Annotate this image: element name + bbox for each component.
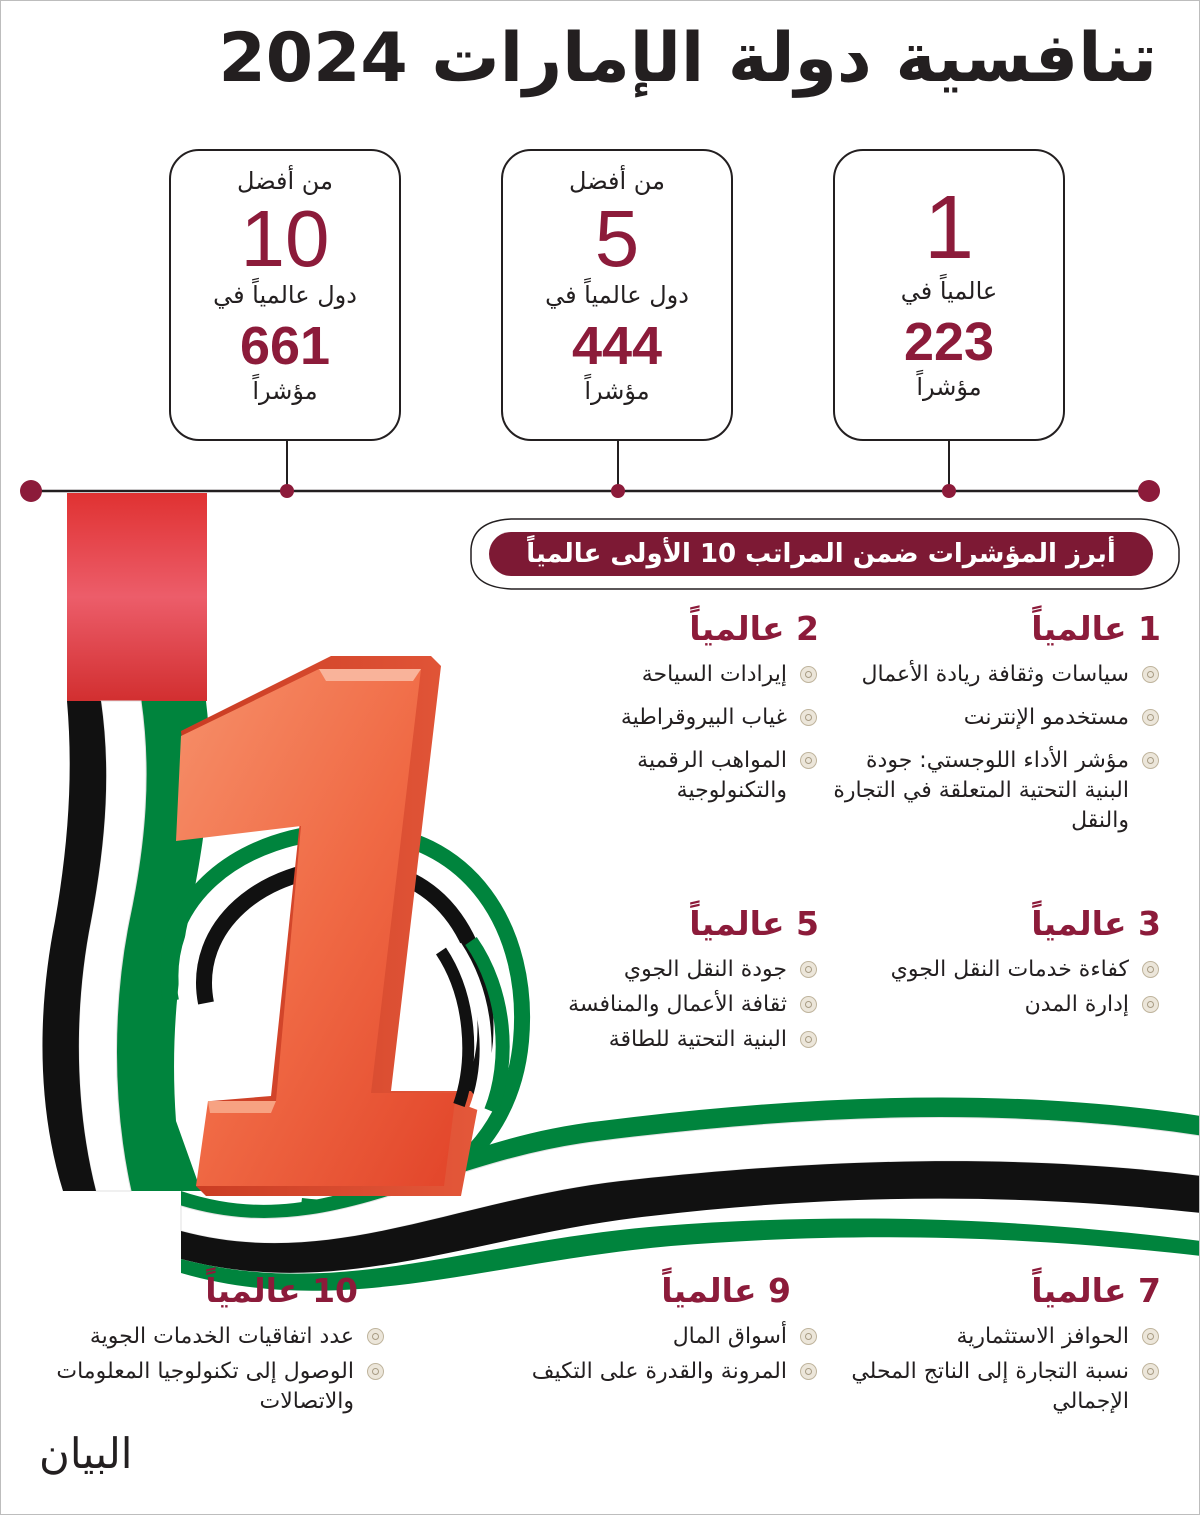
list-item-text: غياب البيروقراطية [620, 705, 787, 730]
bullet-icon [800, 1031, 817, 1048]
list-item [831, 955, 1161, 985]
rank-group-7 [831, 1271, 1161, 1422]
rank-group-2 [489, 609, 819, 819]
bullet-icon [1142, 996, 1159, 1013]
stat-big-number: 10 [240, 194, 330, 283]
list-item [489, 660, 819, 690]
list-item-text: نسبة التجارة إلى الناتج المحلي الإجمالي [851, 1359, 1129, 1414]
bullet-icon [1142, 666, 1159, 683]
rank-title: 2 عالمياً [689, 609, 819, 648]
rank-group-9 [461, 1271, 819, 1392]
stat-unit: مؤشراً [584, 377, 650, 405]
list-item-text: مؤشر الأداء اللوجستي: جودة البنية التحتية المتعلقة في التجارة والنقل [833, 748, 1129, 833]
bullet-icon [800, 709, 817, 726]
list-item-text: عدد اتفاقيات الخدمات الجوية [89, 1324, 354, 1349]
bullet-icon [800, 996, 817, 1013]
list-item-text: ثقافة الأعمال والمنافسة [568, 992, 787, 1017]
list-item [831, 660, 1161, 690]
timeline-dot [942, 484, 956, 498]
list-item-text: كفاءة خدمات النقل الجوي [890, 957, 1129, 982]
list-item-text: المرونة والقدرة على التكيف [531, 1359, 787, 1384]
list-item-text: الحوافز الاستثمارية [956, 1324, 1129, 1349]
page-title: تنافسية دولة الإمارات 2024 [218, 19, 1157, 98]
list-item-text: مستخدمو الإنترنت [963, 705, 1129, 730]
list-item-text: المواهب الرقمية والتكنولوجية [637, 748, 787, 803]
list-item [41, 1322, 386, 1352]
bullet-icon [800, 1328, 817, 1345]
list-item [461, 1322, 819, 1352]
list-item [831, 1357, 1161, 1417]
list-item-text: الوصول إلى تكنولوجيا المعلومات والاتصالات [56, 1359, 354, 1414]
bullet-icon [1142, 752, 1159, 769]
stat-unit: مؤشراً [916, 373, 982, 401]
bullet-icon [800, 1363, 817, 1380]
list-item [489, 1025, 819, 1055]
bullet-icon [1142, 961, 1159, 978]
bullet-icon [800, 961, 817, 978]
stat-top-text: من أفضل [237, 167, 333, 195]
timeline [20, 441, 1160, 502]
stat-box-rank-1 [833, 149, 1065, 441]
rank-title: 7 عالمياً [1031, 1271, 1161, 1310]
stat-mid-text: دول عالمياً في [213, 281, 357, 309]
timeline-dot [611, 484, 625, 498]
bullet-icon [1142, 1328, 1159, 1345]
bullet-icon [800, 666, 817, 683]
list-item [831, 746, 1161, 836]
rank-title: 1 عالمياً [1031, 609, 1161, 648]
timeline-dot-right [1138, 480, 1160, 502]
list-item [831, 990, 1161, 1020]
stat-mid-text: عالمياً في [900, 277, 998, 305]
timeline-dot-left [20, 480, 42, 502]
list-item-text: جودة النقل الجوي [623, 957, 787, 982]
stat-mid-text: دول عالمياً في [545, 281, 689, 309]
rank-title: 3 عالمياً [1031, 904, 1161, 943]
rank-title: 10 عالمياً [205, 1271, 358, 1310]
bullet-icon [1142, 1363, 1159, 1380]
stat-top-text: من أفضل [569, 167, 665, 195]
list-item-text: إدارة المدن [1024, 992, 1129, 1017]
rank-title: 9 عالمياً [661, 1271, 791, 1310]
list-item-text: أسواق المال [672, 1324, 787, 1349]
list-item-text: إيرادات السياحة [641, 662, 787, 687]
list-item [831, 1322, 1161, 1352]
stat-box-top-5 [501, 149, 733, 441]
rank-group-10 [41, 1271, 386, 1422]
timeline-dot [280, 484, 294, 498]
stat-unit: مؤشراً [252, 377, 318, 405]
bullet-icon [1142, 709, 1159, 726]
section-banner: أبرز المؤشرات ضمن المراتب 10 الأولى عالمياً [489, 532, 1153, 576]
list-item [489, 955, 819, 985]
bullet-icon [800, 752, 817, 769]
stat-indicator-count: 223 [903, 312, 995, 372]
list-item-text: البنية التحتية للطاقة [608, 1027, 787, 1052]
stat-big-number: 5 [594, 194, 640, 283]
list-item [41, 1357, 386, 1417]
stat-big-number: 1 [923, 178, 975, 278]
list-item-text: سياسات وثقافة ريادة الأعمال [861, 662, 1129, 687]
bullet-icon [367, 1328, 384, 1345]
rank-group-1 [831, 609, 1161, 849]
stat-box-top-10 [169, 149, 401, 441]
rank-title: 5 عالمياً [689, 904, 819, 943]
rank-group-3 [831, 904, 1161, 1025]
list-item [489, 990, 819, 1020]
list-item [489, 703, 819, 733]
stat-indicator-count: 444 [571, 316, 663, 376]
rank-group-5 [489, 904, 819, 1060]
flag-red-panel [67, 493, 207, 701]
list-item [831, 703, 1161, 733]
bullet-icon [367, 1363, 384, 1380]
list-item [587, 746, 819, 806]
publisher-logo: البيان [39, 1429, 133, 1478]
list-item [461, 1357, 819, 1387]
stat-indicator-count: 661 [239, 316, 331, 376]
